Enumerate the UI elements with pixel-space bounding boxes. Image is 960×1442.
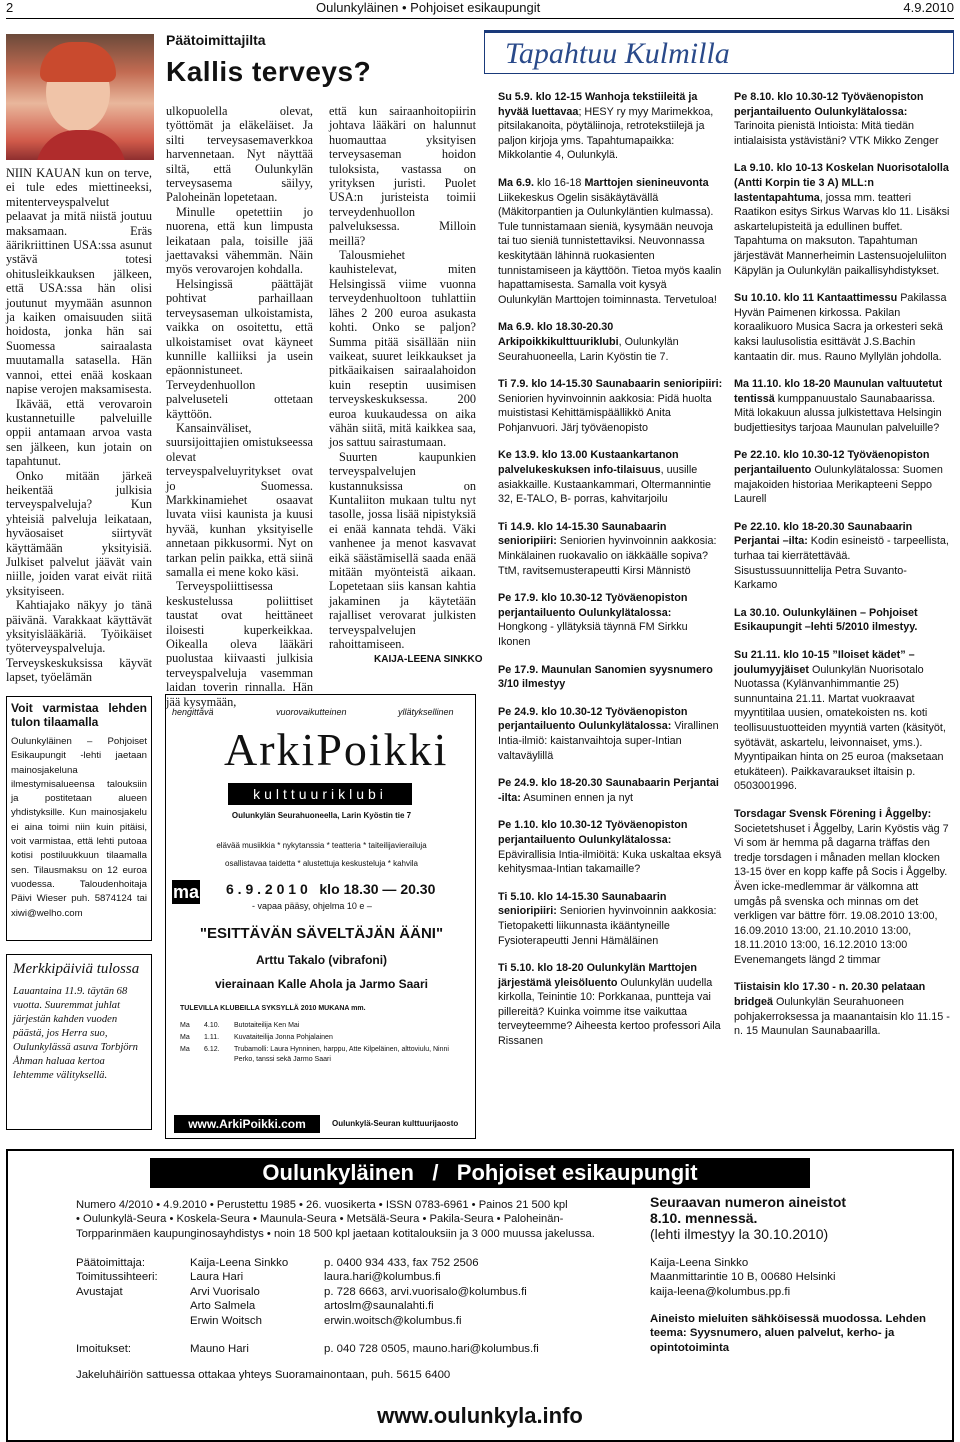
staff-name: Arto Salmela [190,1300,256,1313]
event-text: Societetshuset i Åggelby, Larin Kyöstis väg 7 Vi som är hemma på dagarna träffas den tredje torsdagen i månaden mellan klocken 13-15 över en kopp kaffe på Socis i Åggelby. Även icke-medlemmar är välkomna att umgås på svenska och minnas om det verkligen var bättre förr. 19.08.2010 13:00, 16.09.2010 13:00, 21.10.2010 13:00, 18.11.2010 13:00, 16.12.2010 13:00 Evenemangets längd 2 timmar [734,822,949,966]
event-text: Hongkong - yllätyksiä täynnä FM Sirkku Ikonen [498,621,688,648]
ad-date: 6 . 9 . 2 0 1 0 klo 18.30 — 20.30 [226,881,436,897]
staff-name: Mauno Hari [190,1343,249,1356]
event-text: , Oulunkylän Seurahuoneella, Larin Kyöstin tie 7. [498,335,679,363]
next-issue [650,1194,940,1242]
event-text: Pe 1.10. klo 10.30-12 Työväenopiston perjantailuento Oulunkylätalossa: [498,819,688,846]
address-street: Maanmittarintie 10 B, 00680 Helsinki [650,1271,836,1284]
event-text: Ti 14.9. klo 14-15.30 Saunabaarin senioripiiri: [498,520,667,548]
editorial-paragraph: Suurten kaupunkien terveyspalvelujen kustannuksissa on Kuntaliiton mukaan tultu nyt tasolle, jossa lisää nipistyksiä ei enää kannata tehdä. Väki vanhenee ja menot kasvavat eikä säästämisellä saada enää mitään myönteistä aikaan. Lopetetaan siis kansan kahtia jakaminen ja käytetään rajalliset verovarat julkisten terveyspalvelujen rahoittamiseen. [329,449,476,652]
issue-date: 4.9.2010 [903,0,954,15]
event-item [498,520,723,578]
staff-contact: laura.hari@kolumbus.fi [324,1271,441,1284]
event-item [734,980,950,1038]
staff-row [76,1270,636,1284]
events-title-box [484,30,954,74]
event-item [498,663,723,692]
event-item [734,377,950,435]
ad-upcoming-who: Trubamolli: Laura Hynninen, harppu, Atte Kilpeläinen, alttoviulu, Ninni Perko, tanssi sekä Jarmo Saari [234,1046,449,1063]
ad-tag-mid: vuorovaikutteinen [276,707,347,717]
event-text: Ti 5.10. klo 18-20 Oulunkylän Marttojen järjestämä yleisöluento [498,962,698,989]
editorial-kicker: Päätoimittajilta [166,32,266,48]
ad-org: Oulunkylä-Seuran kulttuurijaosto [332,1119,459,1128]
event-item [734,90,950,148]
event-item [734,648,950,794]
editorial-column-1 [6,166,152,685]
event-text: Seniorien hyvinvoinnin aakkosia: Pidä huolta muististasi Kehittämispäällikkö Anita Pohjanvuori. Järj työväenopisto [498,392,712,434]
ad-day: ma [172,882,199,902]
event-text: Epävirallisia Intia-ilmiöitä: Kuka uskaltaa eksyä kehitysmaa-Intian takamaille? [498,848,722,876]
ad-upcoming-date: 4.10. [204,1022,220,1029]
event-text: Asuminen ennen ja nyt [520,791,634,804]
ad-venue: Oulunkylän Seurahuoneella, Larin Kyöstin tie 7 [231,811,412,820]
staff-row [76,1342,636,1356]
event-item [734,807,950,968]
ad-logo: ArkiPoikki [224,724,449,775]
event-text: Pe 22.10. klo 18-20.30 Saunabaarin Perjantai –ilta: [734,520,913,548]
ad-upcoming-title: TULEVILLA KLUBEILLA SYKSYLLÄ 2010 MUKANA mm. [180,1005,366,1012]
event-text: Su 21.11. klo 10-15 ”Iloiset kädet” –joulumyyjäiset [734,649,915,676]
ad-tag-right: yllätyksellinen [398,707,454,717]
event-text: Oulunkylän Seurahuoneen pohjakerroksessa ja maanantaisin klo 11.15 - n. 15 Maunulan Saunabaarilla. [734,996,950,1038]
event-text: Ti 7.9. klo 14-15.30 Saunabaarin senioripiiri: [498,378,723,391]
events-column-2 [734,90,950,1052]
editorial-paragraph: Talousmiehet kauhistelevat, miten Helsingissä viime vuonna terveydenhuoltoon tuhlattiin lähes 2 200 euroa asukasta kohti. Onko se paljon? Summa pitää sisällään niin vaikeat, suuret leikkaukset ja pitkäaikaisen sairaalahoidon kuin reseptin uusimisen terveyskeskuksessa. 200 euroa kuukaudessa on aika vähän siitä, mitä kaikkea saa, jos sattuu sairastumaan. [329,248,476,450]
ad-guests: vierainaan Kalle Ahola ja Jarmo Saari [215,977,428,991]
mission: Aineisto mieluiten sähköisessä muodossa. Lehden teema: Syysnumero, aluen palvelut, kerho- ja opintotoiminta [650,1313,926,1354]
ad-fee: - vapaa pääsy, ohjelma 10 e – [252,901,372,911]
event-item [734,291,950,364]
event-text: Ti 5.10. klo 14-15.30 Saunabaarin senioripiiri: [498,890,667,918]
event-text: La 30.10. Oulunkyläinen – Pohjoiset Esikaupungit –lehti 5/2010 ilmestyy. [734,606,918,634]
paper-name: Oulunkyläinen • Pohjoiset esikaupungit [316,0,541,15]
staff-row [76,1256,636,1270]
staff-name: Kaija-Leena Sinkko [190,1257,289,1269]
event-text: kumppanuustalo Saunabaarissa. Mitä lokakuun alussa julkistettava Helsingin budjettiesitys tarjoaa Maunulan palveluille? [734,392,942,434]
editorial-paragraph: Terveyspoliittisessa keskustelussa poliittiset taustat ovat heittäneet iloisesti kuperkeikkaa. Oikealla oleva lääkäri puolustaa kiivaasti julkisia terveyspalveluja vasemman laidan toverin rinnalla. Hän jää kysymään, [166,579,313,709]
event-text: Ma 6.9. [498,176,535,189]
staff-row [76,1314,636,1328]
ad-line1: elävää musiikkia * nykytanssia * teatteria * taiteilijavierailuja [216,841,427,850]
event-item [498,448,723,506]
event-text: Pakilassa Hyvän Paimenen kirkossa. Pakilan koraalikuoro Musica Sacra ja orkesteri sekä kaksi laulusolistia esittävät J.S.Bachin kantaatin dir. mus. Rauno Myllylän johdolla. [734,292,947,363]
event-text: Oulunkylän uudella kirkolla, Teinintie 10: Porkkanaa, puntteja vai pillereitä? Kuinka voimme itse vaikuttaa terveyteemme? Aiheesta kertoo professori Aila Rissanen [498,976,721,1048]
subscribe-body: Oulunkyläinen – Pohjoiset Esikaupungit -lehti jaetaan mainosjakeluna ilmestymisalueensa talouksiin ja postitetaan alueen yhdistyksille. Kun mainosjakelu ei aina toimi niin kuin pitäisi, voit varmistaa, että lehti putoaa kotisi postiluukkuun tilaamalla sen. Tilausmaksu on 12 euroa vuodessa. Taloudenhoitaja Päivi Wieser puh. 5874124 tai xiwi@welho.com [11,736,147,919]
editorial-paragraph: Kahtiajako näkyy jo tänä päivänä. Varakkaat käyttävät yksityislääkäriä. Työikäiset työterveyspalveluja. Terveyskeskuksissa käyvät lapset, työelämän [6,598,152,685]
event-item [498,591,723,649]
page-number: 2 [6,0,14,15]
editorial-title: Kallis terveys? [166,56,372,87]
event-item [498,890,723,948]
event-text: Pe 22.10. klo 10.30-12 Työväenopiston perjantailuento [734,449,930,477]
subscribe-box [6,696,152,941]
editorial-signature: KAIJA-LEENA SINKKO [374,654,483,665]
staff-role: Toimitussihteeri: [76,1271,158,1284]
event-text: , uusille asiakkaille. Kustaankammari, Oltermannintie 32, E-TALO, B- porras, kahvitarjoilu [498,464,712,506]
event-item [498,776,723,805]
staff-role: Avustajat [76,1285,123,1298]
editorial-paragraph: Minulle opetettiin jo nuorena, että kun limpusta leikataan pala, toisille jää jaettavaksi vähemmän. Näin myös verovarojen kohdalla. [166,204,313,277]
event-text: Oulunkylän Nuorisotalo Nuotassa (Kylänvanhimmantie 25) sunnuntaina 21.11. Martat vuokraavat myyntitilaa uusien, omatekoisten ns. koti teollisuustuotteiden myyntiä varten (käsityöt, syötävät, askartelu, leivonnaiset, yms.). Myyntipaikan hinta on 25 euroa (maksetaan etukäteen). Paikkavaraukset iltaisin p. 0503001996. [734,663,946,793]
ad-artist: Arttu Takalo (vibrafoni) [255,953,388,967]
arkipoikki-ad [165,694,476,1139]
editorial-paragraph: Ikävää, että verovaroin kustannetuille palveluille oppii antamaan arvoa vasta sen jälkeen, kun jotain on tapahtunut. [6,396,152,469]
page-header [6,0,954,19]
birthday-box [6,954,152,1130]
event-item [734,520,950,593]
event-item [734,606,950,635]
staff-contact: artoslm@saunalahti.fi [324,1300,434,1313]
staff-row [76,1299,636,1313]
event-text: Ke 13.9. klo 13.00 Kustaankartanon palvelukeskuksen info-tilaisuus [498,449,679,477]
editorial-column-3 [329,104,476,651]
birthday-body: Lauantaina 11.9. täytän 68 vuotta. Suuremmat juhlat järjestän kahden vuoden päästä, jos Herra suo, Oulunkylässä asuva Torbjörn Åhman haluaa kertoa lehtemme välityksellä. [13,986,138,1081]
event-text: Pe 24.9. klo 18-20.30 Saunabaarin Perjantai -ilta: [498,777,719,804]
event-item [498,961,723,1049]
ad-upcoming-d: Ma [180,1022,190,1029]
staff-name: Erwin Woitsch [190,1314,262,1327]
staff-row [76,1285,636,1299]
editorial-paragraph: Helsingissä päättäjät pohtivat parhaillaan terveysaseman ulkoistamista, vaikka on osoitettu, että ulkoistamiset ovat käyneet kunnille kalliiksi ja usein epäonnistuneet. Terveydenhuollon palveluseteli ottetaan käyttöön. [166,276,313,421]
ad-line2: osallistavaa taidetta * alustettuja keskusteluja * kahvila [225,859,418,868]
ad-upcoming-who: Kuvataiteilija Jonna Pohjalainen [234,1034,333,1041]
staff-role: Päätoimittaja: [76,1257,146,1269]
event-text: Torsdagar Svensk Förening i Åggelby: [734,807,932,820]
address-email: kaija-leena@kolumbus.pp.fi [650,1285,791,1298]
staff-list [76,1256,636,1356]
editorial-paragraph: että kun sairaanhoitopiirin johtava lääkäri on halunnut huomauttaa yksityisen terveysaseman hoidon tuloksista, vastassa on yrityksen juristi. Puolet USA:n juristeista toimii terveydenhuollon palveluksessa. Milloin meillä? [329,104,476,248]
staff-name: Arvi Vuorisalo [190,1285,260,1298]
ad-upcoming-date: 6.12. [204,1046,220,1053]
staff-name: Laura Hari [190,1271,244,1284]
staff-contact: p. 040 728 0505, mauno.hari@kolumbus.fi [324,1343,539,1356]
event-text: Virallinen Intia-ilmiö: kaistanvaihtoja super-Intian valtaväylillä [498,720,719,762]
event-text: klo 16-18 [534,176,585,189]
staff-contact: p. 0400 934 433, fax 752 2506 [324,1257,479,1269]
event-text: ; HESY ry myy Marimekkoa, pitsilakanoita, pöytäliinoja, retrotekstiilejä ja paljon kirjoja yms. Tapahtumapaikka: Mikkolantie 4, Oulunkylä. [498,105,714,162]
editorial-paragraph: ulkopuolella olevat, työttömät ja eläkeläiset. Ja silti terveysasemaverkkoa harvennetaan. Nyt näyttää siltä, että Oulunkylän terveysasema säilyy, Paloheinän lopetetaan. [166,104,313,205]
event-text: , jossa mm. teatteri Raatikon esitys Sirkus Warvas klo 11. Lisäksi askartelupisteitä ja edullinen buffet. Tapahtuma on maksuton. Tapahtuman järjestävät Mannerheimin Lastensuojeluliiton Käpylän ja Oulunkylän paikallisyhdistykset. [734,191,950,277]
event-text: Oulunkylätalossa: Suomen majakoiden historiaa Merikapteeni Seppo Laurell [734,464,943,506]
colophon-line3: Torpparinmäen kaupunginosayhdistys • noin 18 500 kpl jaetaan kotitalouksiin ja 3 000 muussa jakelussa. [76,1227,595,1240]
staff-role [76,1314,190,1328]
ad-upcoming-row [180,1021,470,1031]
editorial-paragraph: Onko mitään järkeä heikentää julkisia terveyspalveluja? Kun yhteisiä palveluja leikataan, hyväosaiset siirtyvät käyttämään yksityisiä. Julkiset palvelut jäävät vain niille, joiden varat eivät riitä yksityiseen. [6,468,152,598]
ad-upcoming-d: Ma [180,1034,190,1041]
event-text: Tarinoita pienistä Intioista: Mitä tiedän intialaisista ystävistäni? VTK Mikko Zenger [734,120,939,147]
staff-role [76,1299,190,1313]
editor-photo [6,34,154,160]
staff-role: Imoitukset: [76,1343,132,1356]
staff-contact: p. 728 6663, arvi.vuorisalo@kolumbus.fi [324,1285,527,1298]
editorial-paragraph: Kansainväliset, suursijoittajien omistukseessa olevat terveyspalveluyritykset ovat jo Suomessa. Markkinamiehet osaavat luvata viisi kaunista ja kuusi hyvää, kunhan yksityiselle annetaan pikkusormi. Nyt on tarkan pelin paikka, että siinä samalla ei mene koko käsi. [166,420,313,579]
event-text: Pe 17.9. Maunulan Sanomien syysnumero 3/10 ilmestyy [498,663,713,691]
distribution-note: Jakeluhäiriön sattuessa ottakaa yhteys Suoramainontaan, puh. 5615 6400 [76,1369,451,1381]
event-item [734,448,950,506]
next-issue-title: Seuraavan numeron aineistot [650,1194,847,1210]
event-text: Liikekeskus Ogelin sisäkäytävällä (Mäkitorpantien ja Oulunkyläntien kulmassa). Tule tunnistamaan sieniä, kysymään neuvoja tai tuo sieniä tunnistettaviksi. Neuvonnassa keskitytään lähinnä ruokasienten tunnistamiseen ja käyttöön. Tietoa myös kaalin hapattamisesta. Samalla voit kysyä Oulunkylän Marttojen toiminnasta. Tervetuloa! [498,191,722,306]
ad-upcoming-d: Ma [180,1046,190,1053]
event-item [498,90,723,163]
event-text: Pe 24.9. klo 10.30-12 Työväenopiston perjantailuento Oulunkylätalossa: [498,705,688,733]
ad-show: "ESITTÄVÄN SÄVELTÄJÄN ÄÄNI" [199,925,444,942]
event-text: Ma 6.9. klo 18.30-20.30 Arkipoikkikulttuuriklubi [498,321,619,348]
birthday-title: Merkkipäiviä tulossa [13,961,140,977]
ad-upcoming-who: Butotaiteilija Ken Mai [234,1022,300,1029]
event-text: Pe 17.9. klo 10.30-12 Työväenopiston perjantailuento Oulunkylätalossa: [498,592,688,619]
events-title: Tapahtuu Kulmilla [505,37,730,70]
next-issue-note: (lehti ilmestyy la 30.10.2010) [650,1226,829,1242]
ad-upcoming-date: 1.11. [204,1034,220,1041]
event-item [498,320,723,364]
contact-address [650,1256,940,1299]
subscribe-title: Voit varmistaa lehden tulon tilaamalla [11,701,147,729]
colophon-info [76,1198,636,1241]
website-link[interactable]: www.oulunkyla.info [377,1403,583,1428]
event-item [498,377,723,435]
colophon-bar: Oulunkyläinen / Pohjoiset esikaupungit [150,1158,810,1188]
ad-upcoming-row [180,1033,470,1043]
event-text: Pe 8.10. klo 10.30-12 Työväenopiston perjantailuento Oulunkylätalossa: [734,91,924,118]
address-name: Kaija-Leena Sinkko [650,1257,749,1269]
ad-upcoming-list [180,1021,470,1067]
event-text: Kodin esineistö - tarpeellista, turhaa tai kierrätettävää. Sisustussuunnittelija Petra Suvanto-Karkamo [734,535,949,592]
event-text: Tiistaisin klo 17.30 - n. 20.30 pelataan bridgeä [734,981,926,1009]
editorial-paragraph: NIIN KAUAN kun on terve, ei tule edes miettineeksi, mitenterveyspalvelut pelaavat ja mitä niistä joutuu maksamaan. Eräs äärikriittinen USA:ssa asunut ystävä totesi ohitusleikkauksen jälkeen, että USA:ssa hän olisi joutunut myymään asunnon ja kaiken omaisuuden siitä hoidosta, jonka hän sai Suomessa sairaalasta muutamalla satasella. Hän vannoi, ettei enää koskaan napise verojen maksamisesta. [6,166,152,397]
editorial-column-2 [166,104,313,709]
ad-upcoming-row [180,1045,470,1065]
event-text: Seniorien hyvinvoinnin aakkosia: Minkälainen ruokavalio on iäkkäälle sopiva? TtM, ravitsemusterapeutti Kirsi Männistö [498,535,717,577]
event-text: Ma 11.10. klo 18-20 Maunulan valtuutetut tentissä [734,378,943,405]
event-text: Su 10.10. klo 11 Kantaattimessu [734,292,898,305]
event-item [498,818,723,876]
staff-contact: erwin.woitsch@kolumbus.fi [324,1314,462,1327]
event-text: Su 5.9. klo 12-15 Wanhoja tekstiileitä ja hyvää luettavaa [498,91,698,118]
ad-web[interactable]: www.ArkiPoikki.com [174,1115,320,1133]
event-text: Marttojen sienineuvonta [584,176,709,189]
events-column-1 [498,90,723,1062]
next-issue-date: 8.10. mennessä. [650,1210,758,1226]
event-item [734,161,950,278]
event-text: Seniorien hyvinvoinnin aakkosia: Tietopaketti liikunnasta ikääntyneille Fysioterapeutti Jenni Hämäläinen [498,905,717,947]
ad-tag-left: hengittävä [172,707,214,717]
event-item [498,705,723,763]
event-text: La 9.10. klo 10-13 Koskelan Nuorisotalolla (Antti Korpin tie 3 A) MLL:n lastentapahtuma [734,162,949,204]
colophon-line1: Numero 4/2010 • 4.9.2010 • Perustettu 1985 • 26. vuosikerta • ISSN 0783-6961 • Painos 21 500 kpl [76,1199,568,1211]
ad-logo-sub: kulttuuriklubi [228,783,412,805]
colophon-line2: • Oulunkylä-Seura • Koskela-Seura • Maunula-Seura • Metsälä-Seura • Pakila-Seura • Paloheinän- [76,1213,564,1226]
event-item [498,176,723,307]
